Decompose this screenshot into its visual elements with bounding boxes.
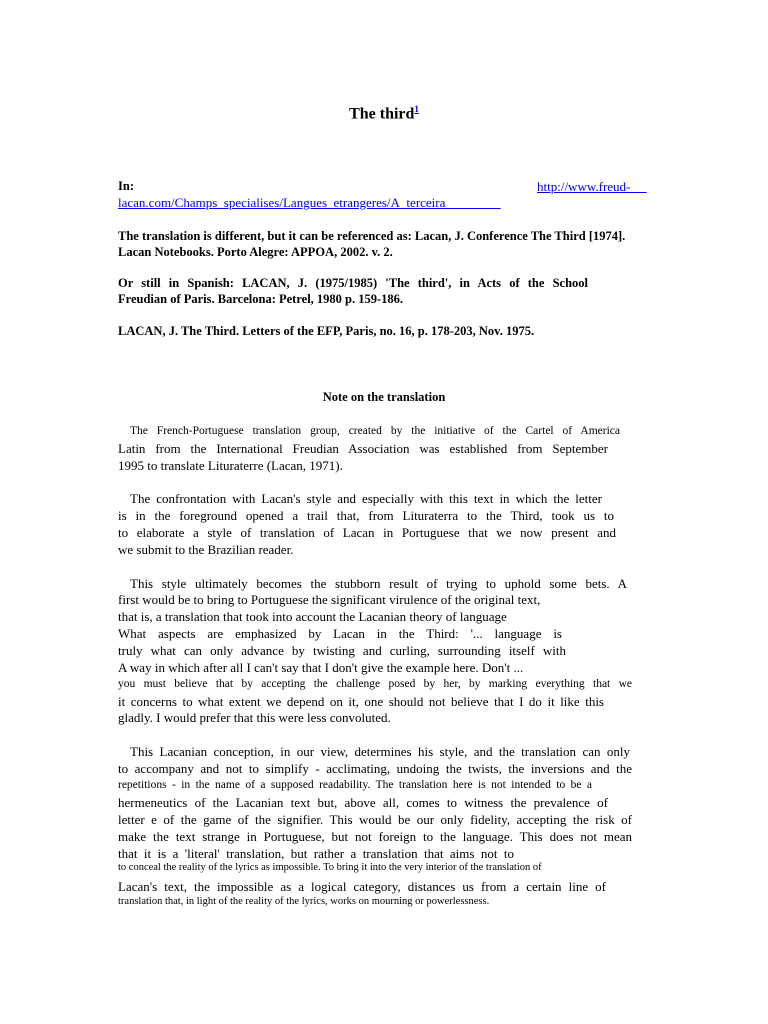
p3-line-4: What aspects are emphasized by Lacan in the Third: '... language is xyxy=(118,626,562,641)
reference-1-line-2: Lacan Notebooks. Porto Alegre: APPOA, 2002. v. 2. xyxy=(118,245,393,259)
source-line xyxy=(118,178,658,195)
p2-line-3: to elaborate a style of translation of Lacan in Portuguese that we now present and xyxy=(118,525,616,540)
p4-line-10: translation that, in light of the reality of the lyrics, works on mourning or powerlessness. xyxy=(118,896,490,907)
document-title xyxy=(0,100,768,123)
reference-1-line-1: The translation is different, but it can be referenced as: Lacan, J. Conference The Third [1974]. xyxy=(118,229,626,243)
p3-line-1: This style ultimately becomes the stubborn result of trying to uphold some bets. A xyxy=(130,576,627,591)
p3-line-2: first would be to bring to Portuguese the significant virulence of the original text, xyxy=(118,592,541,607)
p3-line-7: you must believe that by accepting the challenge posed by her, by marking everything that we xyxy=(118,678,632,690)
p3-line-9: gladly. I would prefer that this were less convoluted. xyxy=(118,710,391,725)
p4-line-9: Lacan's text, the impossible as a logical category, distances us from a certain line of xyxy=(118,879,606,894)
title-text: The third xyxy=(349,105,415,123)
note-heading: Note on the translation xyxy=(322,390,446,404)
reference-2-line-2: Freudian of Paris. Barcelona: Petrel, 1980 p. 159-186. xyxy=(118,292,404,306)
p4-line-5: letter e of the game of the signifier. This would be our only fidelity, accepting the risk of xyxy=(118,812,632,827)
footnote-link[interactable]: 1 xyxy=(414,104,419,114)
source-url-link-2[interactable]: lacan.com/Champs_specialises/Langues_etrangeres/A_terceira xyxy=(118,195,501,210)
p4-line-1: This Lacanian conception, in our view, determines his style, and the translation can only xyxy=(130,744,630,759)
p4-line-7: that it is a 'literal' translation, but rather a translation that aims not to xyxy=(118,846,514,861)
p2-line-2: is in the foreground opened a trail that, from Lituraterra to the Third, took us to xyxy=(118,508,614,523)
p3-line-6: A way in which after all I can't say that I don't give the example here. Don't ... xyxy=(118,660,524,675)
p4-line-6: make the text strange in Portuguese, but not foreign to the language. This does not mean xyxy=(118,829,632,844)
p2-line-4: we submit to the Brazilian reader. xyxy=(118,542,294,557)
p4-line-2: to accompany and not to simplify - acclimating, undoing the twists, the inversions and the xyxy=(118,761,632,776)
source-url-link-1[interactable]: http://www.freud- xyxy=(537,179,647,194)
p4-line-8: to conceal the reality of the lyrics as impossible. To bring it into the very interior of the translation of xyxy=(118,862,542,873)
p3-line-3: that is, a translation that took into account the Lacanian theory of language xyxy=(118,609,507,624)
source-url-line-2 xyxy=(118,194,632,211)
p1-line-2: Latin from the International Freudian Association was established from September xyxy=(118,441,608,456)
reference-3: LACAN, J. The Third. Letters of the EFP, Paris, no. 16, p. 178-203, Nov. 1975. xyxy=(118,324,535,338)
p3-line-8: it concerns to what extent we depend on it, one should not believe that I do it like this xyxy=(118,694,604,709)
source-label: In: xyxy=(118,179,134,193)
p1-line-3: 1995 to translate Lituraterre (Lacan, 1971). xyxy=(118,458,343,473)
p4-line-3: repetitions - in the name of a supposed readability. The translation here is not intended to be a xyxy=(118,779,592,791)
p3-line-5: truly what can only advance by twisting and curling, surrounding itself with xyxy=(118,643,566,658)
p4-line-4: hermeneutics of the Lacanian text but, above all, comes to witness the prevalence of xyxy=(118,795,608,810)
p1-line-1: The French-Portuguese translation group, created by the initiative of the Cartel of America xyxy=(130,425,620,437)
reference-2-line-1: Or still in Spanish: LACAN, J. (1975/1985) 'The third', in Acts of the School xyxy=(118,276,588,290)
p2-line-1: The confrontation with Lacan's style and especially with this text in which the letter xyxy=(130,491,602,506)
